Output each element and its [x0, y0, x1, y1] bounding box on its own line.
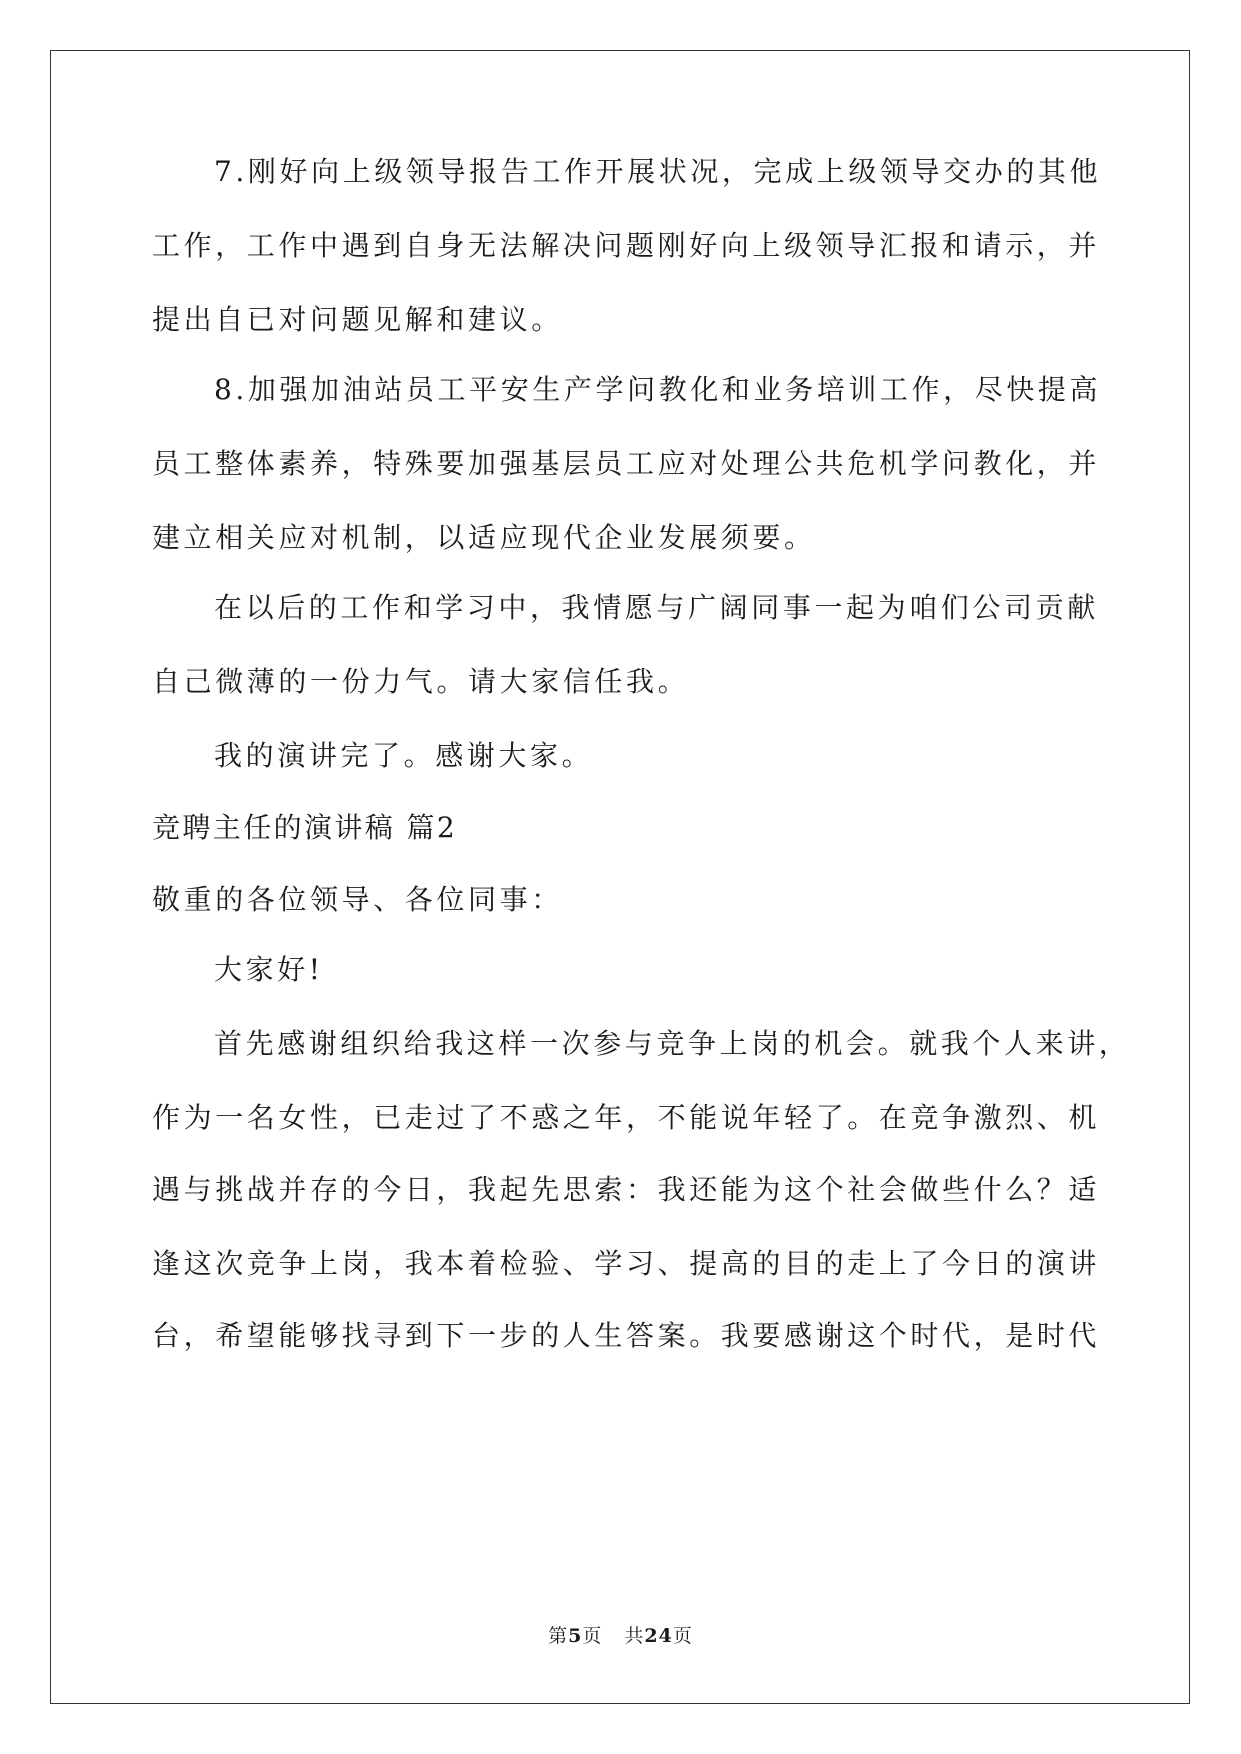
paragraph-line: 工作，工作中遇到自身无法解决问题刚好向上级领导汇报和请示，并	[152, 229, 1101, 262]
paragraph-line: 自己微薄的一份力气。请大家信任我。	[152, 665, 690, 698]
paragraph-line: 员工整体素养，特殊要加强基层员工应对处理公共危机学问教化，并	[152, 447, 1101, 480]
paragraph-line: 8.加强加油站员工平安生产学问教化和业务培训工作，尽快提高	[214, 373, 1102, 406]
paragraph-line: 建立相关应对机制，以适应现代企业发展须要。	[152, 521, 816, 554]
page-suffix: 页	[582, 1625, 603, 1647]
paragraph-line: 7.刚好向上级领导报告工作开展状况，完成上级领导交办的其他	[214, 155, 1102, 188]
paragraph-line: 我的演讲完了。感谢大家。	[214, 739, 594, 772]
paragraph-line: 提出自已对问题见解和建议。	[152, 303, 563, 336]
paragraph-line: 首先感谢组织给我这样一次参与竞争上岗的机会。就我个人来讲，	[214, 1027, 1131, 1060]
page-frame	[50, 50, 1190, 1704]
page-prefix: 第	[548, 1625, 569, 1647]
paragraph-line: 在以后的工作和学习中，我情愿与广阔同事一起为咱们公司贡献	[214, 591, 1099, 624]
total-pages: 24	[644, 1625, 673, 1647]
paragraph-line: 作为一名女性，已走过了不惑之年，不能说年轻了。在竞争激烈、机	[152, 1101, 1101, 1134]
paragraph-line: 遇与挑战并存的今日，我起先思索：我还能为这个社会做些什么？适	[152, 1173, 1101, 1206]
section-heading: 竞聘主任的演讲稿 篇2	[152, 811, 458, 844]
paragraph-line: 逢这次竞争上岗，我本着检验、学习、提高的目的走上了今日的演讲	[152, 1247, 1101, 1280]
paragraph-line: 台，希望能够找寻到下一步的人生答案。我要感谢这个时代，是时代	[152, 1319, 1101, 1352]
total-prefix: 共	[624, 1625, 645, 1647]
total-suffix: 页	[672, 1625, 693, 1647]
page-footer	[0, 1624, 1241, 1648]
page-number: 5	[568, 1625, 583, 1647]
salutation: 敬重的各位领导、各位同事：	[152, 883, 563, 916]
greeting: 大家好!	[214, 953, 324, 986]
